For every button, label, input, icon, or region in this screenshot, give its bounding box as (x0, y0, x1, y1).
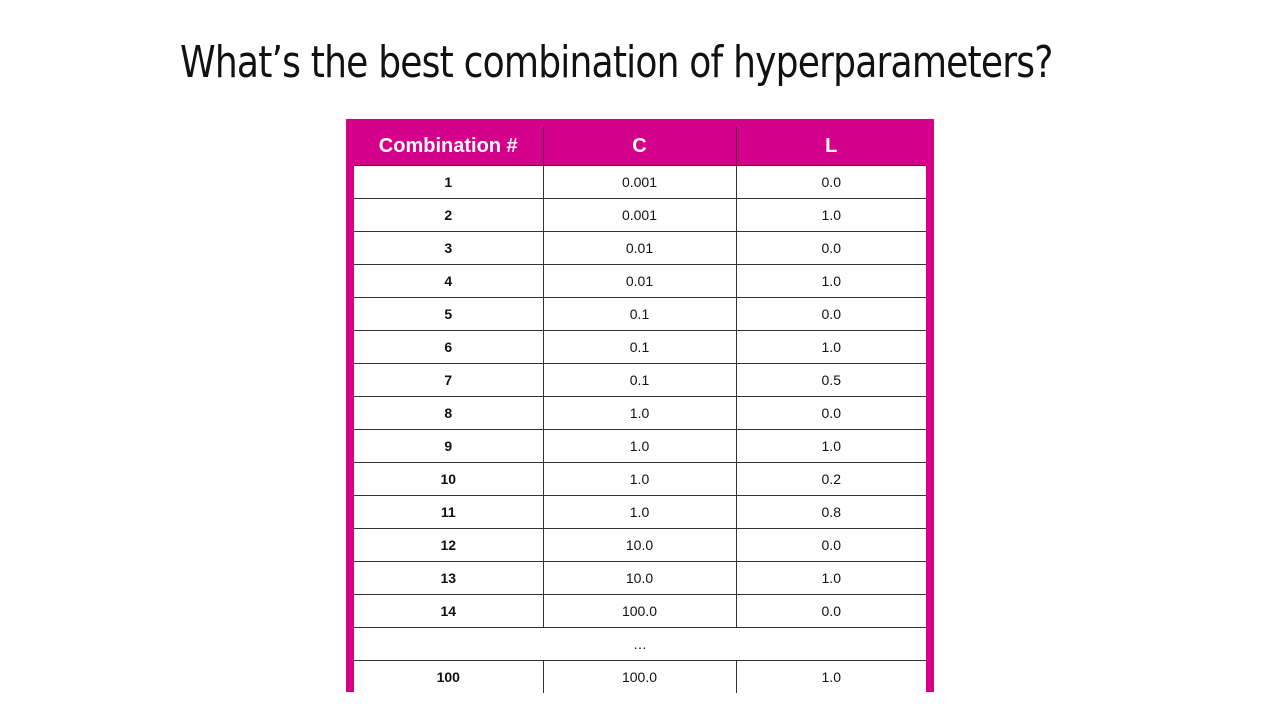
cell-l: 1.0 (736, 265, 926, 298)
hyperparameter-table (354, 127, 926, 693)
cell-c: 0.1 (543, 364, 736, 397)
cell-c: 0.01 (543, 265, 736, 298)
table-row-ellipsis (354, 628, 926, 661)
cell-l: 1.0 (736, 430, 926, 463)
cell-l: 0.0 (736, 595, 926, 628)
cell-l: 0.0 (736, 298, 926, 331)
cell-combination: 12 (354, 529, 543, 562)
ellipsis-cell: … (354, 628, 926, 661)
cell-c: 0.001 (543, 166, 736, 199)
table-row (354, 232, 926, 265)
header-combination: Combination # (354, 127, 543, 166)
cell-c: 100.0 (543, 661, 736, 694)
slide-title: What’s the best combination of hyperparameters? (180, 37, 1053, 88)
table-body (354, 166, 926, 694)
cell-l: 1.0 (736, 331, 926, 364)
cell-combination: 4 (354, 265, 543, 298)
table-row-last (354, 661, 926, 694)
table-row (354, 397, 926, 430)
hyperparameter-table-frame (346, 119, 934, 692)
table-row (354, 331, 926, 364)
cell-l: 1.0 (736, 562, 926, 595)
table-row (354, 463, 926, 496)
cell-l: 0.0 (736, 397, 926, 430)
cell-combination: 9 (354, 430, 543, 463)
table-row (354, 364, 926, 397)
cell-l: 0.0 (736, 232, 926, 265)
cell-l: 0.2 (736, 463, 926, 496)
cell-combination: 11 (354, 496, 543, 529)
table-row (354, 562, 926, 595)
cell-c: 0.01 (543, 232, 736, 265)
cell-combination: 8 (354, 397, 543, 430)
cell-c: 0.001 (543, 199, 736, 232)
table-row (354, 430, 926, 463)
cell-l: 0.0 (736, 166, 926, 199)
cell-c: 0.1 (543, 331, 736, 364)
cell-l: 0.0 (736, 529, 926, 562)
cell-combination: 6 (354, 331, 543, 364)
cell-l: 1.0 (736, 661, 926, 694)
cell-c: 0.1 (543, 298, 736, 331)
table-row (354, 199, 926, 232)
table-row (354, 529, 926, 562)
cell-c: 100.0 (543, 595, 736, 628)
table-row (354, 166, 926, 199)
table-row (354, 265, 926, 298)
cell-combination: 13 (354, 562, 543, 595)
table-header-row (354, 127, 926, 166)
table-row (354, 496, 926, 529)
cell-c: 10.0 (543, 562, 736, 595)
cell-c: 1.0 (543, 463, 736, 496)
cell-c: 10.0 (543, 529, 736, 562)
cell-l: 0.5 (736, 364, 926, 397)
cell-combination: 14 (354, 595, 543, 628)
cell-l: 0.8 (736, 496, 926, 529)
table-row (354, 298, 926, 331)
cell-c: 1.0 (543, 397, 736, 430)
cell-combination: 5 (354, 298, 543, 331)
header-c: C (543, 127, 736, 166)
table-row (354, 595, 926, 628)
header-l: L (736, 127, 926, 166)
cell-combination: 7 (354, 364, 543, 397)
cell-combination: 3 (354, 232, 543, 265)
cell-combination: 1 (354, 166, 543, 199)
cell-combination: 2 (354, 199, 543, 232)
table-header (354, 127, 926, 166)
cell-combination: 10 (354, 463, 543, 496)
cell-c: 1.0 (543, 496, 736, 529)
cell-c: 1.0 (543, 430, 736, 463)
cell-combination: 100 (354, 661, 543, 694)
cell-l: 1.0 (736, 199, 926, 232)
